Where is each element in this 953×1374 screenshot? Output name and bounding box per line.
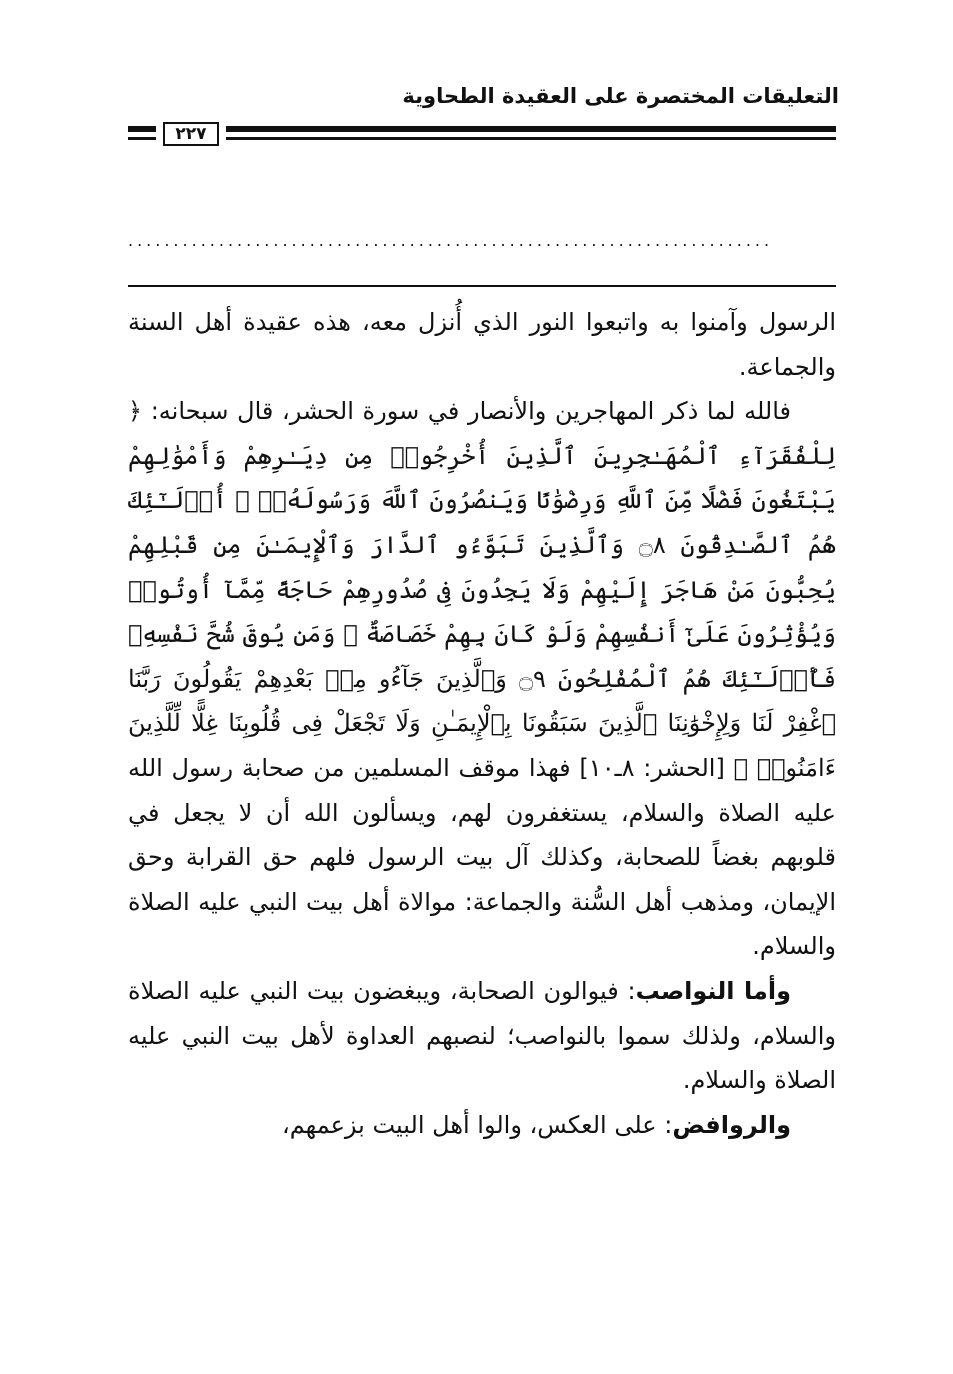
paragraph-4	[128, 1103, 836, 1148]
page-number: ٢٢٧	[163, 122, 219, 146]
verse-reference: [الحشر: ٨ـ١٠]	[570, 753, 734, 782]
paragraph-4-lead: والروافض	[672, 1110, 791, 1139]
quran-verse: ﴿ لِلْفُقَرَآءِ ٱلْمُهَـٰجِرِينَ ٱلَّذِينَ أُخْرِجُوا۟ مِن دِيَـٰرِهِمْ وَأَمْوَٰلِهِمْ يَبْتَغُونَ فَضْلًا مِّنَ ٱللَّهِ وَرِضْوَٰنًا وَيَنصُرُونَ ٱللَّهَ وَرَسُولَهُۥٓ ۚ أُو۟لَـٰٓئِكَ هُمُ ٱلصَّـٰدِقُونَ ۝٨ وَٱلَّذِينَ تَبَوَّءُو ٱلدَّارَ وَٱلْإِيمَـٰنَ مِن قَبْلِهِمْ يُحِبُّونَ مَنْ هَاجَرَ إِلَيْهِمْ وَلَا يَجِدُونَ فِى صُدُورِهِمْ حَاجَةً مِّمَّآ أُوتُوا۟ وَيُؤْثِرُونَ عَلَىٰٓ أَنفُسِهِمْ وَلَوْ كَانَ بِهِمْ خَصَاصَةٌ ۚ وَمَن يُوقَ شُحَّ نَفْسِهِۦ فَأُو۟لَـٰٓئِكَ هُمُ ٱلْمُفْلِحُونَ ۝٩ وَٱلَّذِينَ جَآءُو مِنۢ بَعْدِهِمْ يَقُولُونَ رَبَّنَا ٱغْفِرْ لَنَا وَلِإِخْوَٰنِنَا ٱلَّذِينَ سَبَقُونَا بِٱلْإِيمَـٰنِ وَلَا تَجْعَلْ فِى قُلُوبِنَا غِلًّا لِّلَّذِينَ ءَامَنُوا۟ ﴾	[128, 397, 837, 782]
paragraph-1: الرسول وآمنوا به واتبعوا النور الذي أُنزل معه، هذه عقيدة أهل السنة والجماعة.	[128, 308, 836, 381]
paragraph-3	[128, 969, 836, 1103]
paragraph-2-intro: فالله لما ذكر المهاجرين والأنصار في سورة الحشر، قال سبحانه:	[142, 397, 791, 426]
paragraph-2-rest: فهذا موقف المسلمين من صحابة رسول الله عليه الصلاة والسلام، يستغفرون لهم، ويسألون الله أن لا يجعل في قلوبهم بغضاً للصحابة، وكذلك آل بيت الرسول فلهم حق القرابة وحق الإيمان، ومذهب أهل السُّنة والجماعة: موالاة أهل بيت النبي عليه الصلاة والسلام.	[128, 753, 836, 961]
paragraph-3-lead: وأما النواصب	[635, 976, 791, 1005]
paragraph-3-text: : فيوالون الصحابة، ويبغضون بيت النبي عليه الصلاة والسلام، ولذلك سموا بالنواصب؛ لنصبهم العداوة لأهل بيت النبي عليه الصلاة والسلام.	[128, 976, 836, 1095]
running-title: التعليقات المختصرة على العقيدة الطحاوية	[402, 84, 839, 108]
header-rule-stub-bottom	[128, 137, 156, 140]
section-divider	[128, 285, 836, 287]
paragraph-4-text: : على العكس، والوا أهل البيت بزعمهم،	[281, 1110, 673, 1139]
paragraph-2	[128, 389, 836, 969]
header-rule-line-top	[226, 126, 836, 132]
header-rule-stub-top	[128, 126, 156, 132]
body-text	[128, 300, 836, 1147]
dotted-separator: .......................................................................	[128, 233, 774, 249]
header-rule-line-bottom	[226, 137, 836, 140]
